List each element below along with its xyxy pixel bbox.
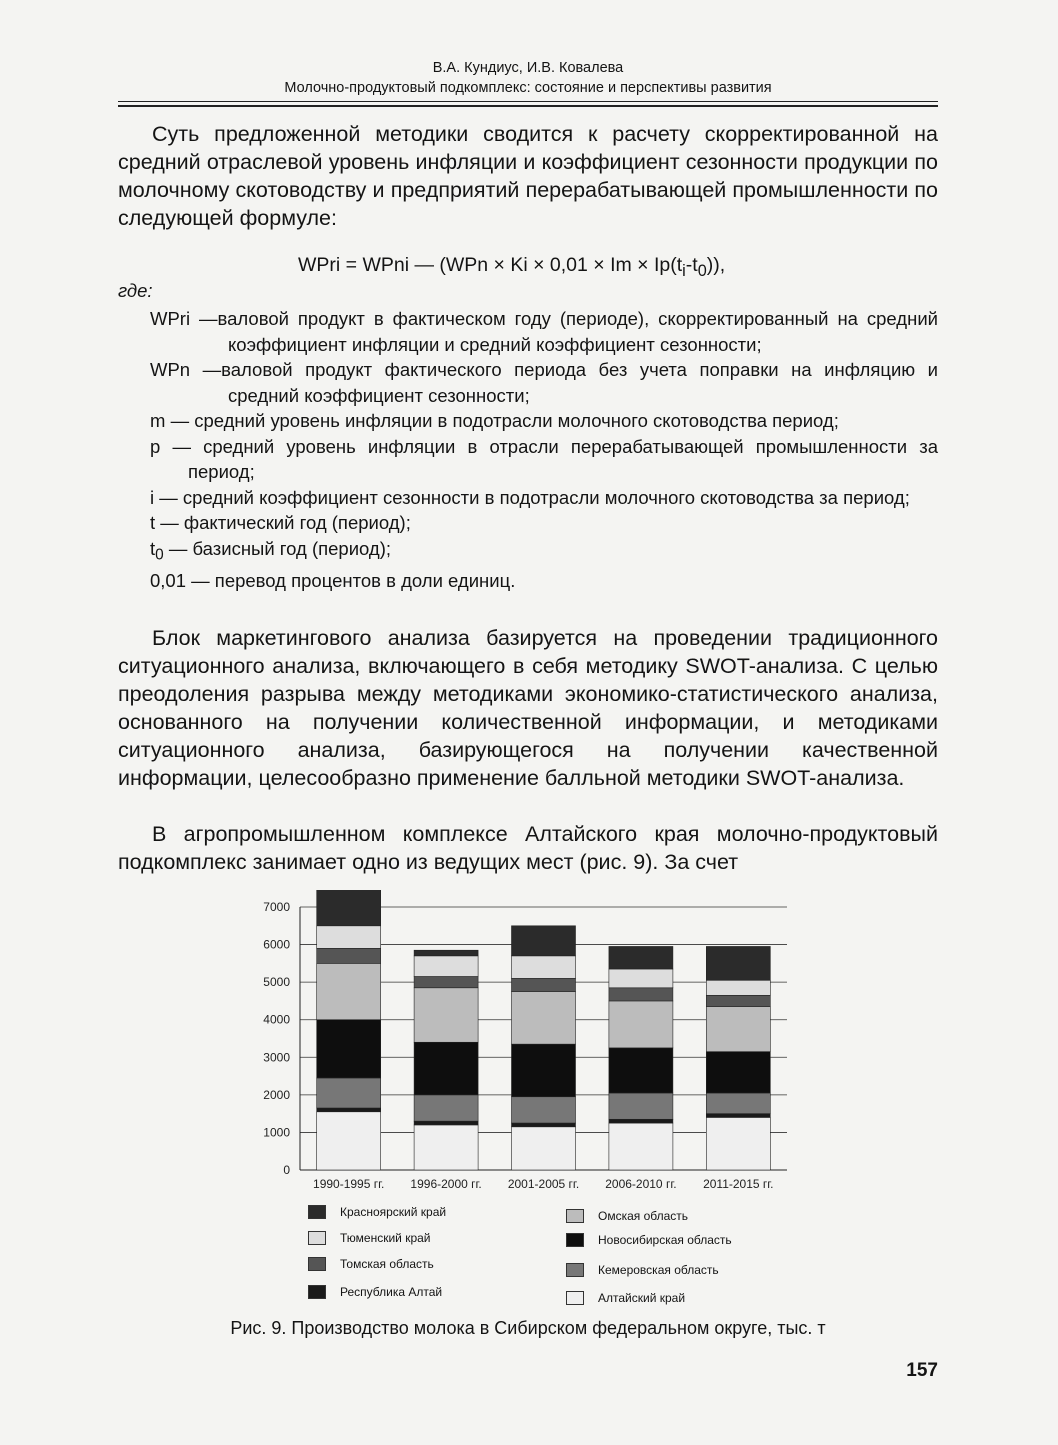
definition-text: — базисный год (период); xyxy=(168,537,392,559)
x-tick-label: 1990-1995 гг. xyxy=(313,1177,385,1191)
y-tick-label: 6000 xyxy=(263,937,290,952)
bar-segment xyxy=(317,1108,381,1112)
bar-segment xyxy=(317,963,381,1019)
bar-segment xyxy=(609,1048,673,1093)
bar-segment xyxy=(317,1020,381,1078)
bar-segment xyxy=(706,946,770,980)
definition-item xyxy=(150,408,938,434)
chart-svg xyxy=(250,890,810,1210)
definitions-list xyxy=(150,306,938,593)
y-tick-label: 3000 xyxy=(263,1050,290,1065)
bar-segment xyxy=(512,1127,576,1170)
paragraph-method: Суть предложенной методики сводится к расчету скорректированной на средний отраслевой уровень инфляции и коэффициент сезонности продукции по молочному скотоводству и предприятий перерабатывающей промышленности по следующей формуле: xyxy=(118,122,938,230)
legend-item xyxy=(566,1209,688,1223)
legend-swatch xyxy=(308,1231,326,1245)
definition-item xyxy=(150,485,938,511)
bar-segment xyxy=(609,1093,673,1119)
definition-term: WPri xyxy=(150,308,191,329)
bar-segment xyxy=(609,1119,673,1123)
header-rule-bottom xyxy=(118,105,938,107)
bar-segment xyxy=(414,988,478,1042)
bar-segment xyxy=(512,978,576,991)
definition-term: t xyxy=(150,537,156,559)
bar-segment xyxy=(414,1125,478,1170)
legend-swatch xyxy=(308,1205,326,1219)
bar-segment xyxy=(414,977,478,988)
definition-term: m xyxy=(150,410,166,431)
milk-production-chart xyxy=(250,890,810,1210)
x-tick-label: 2001-2005 гг. xyxy=(507,1177,580,1191)
legend-item xyxy=(308,1205,446,1219)
legend-swatch xyxy=(308,1285,326,1299)
bar-segment xyxy=(512,926,576,956)
bar-segment xyxy=(414,1042,478,1095)
definition-text: —валовой продукт фактического периода без учета поправки на инфляцию и средний коэффициент сезонности; xyxy=(202,359,939,406)
definition-term: i xyxy=(150,486,155,508)
header-rule-top xyxy=(118,101,938,102)
definition-item xyxy=(150,434,938,485)
legend-label: Кемеровская область xyxy=(598,1263,719,1277)
legend-item xyxy=(566,1263,719,1277)
legend-swatch xyxy=(566,1263,584,1277)
bar-segment xyxy=(609,1123,673,1170)
definition-term-sub: 0 xyxy=(155,546,164,564)
paragraph-marketing: Блок маркетингового анализа базируется на проведении традиционного ситуационного анализа, включающего в себя методику SWOT-анализа. С целью преодоления разрыва между методиками экономико-статистического анализа, основанного на получении количественной информации, и методиками ситуационного анализа, базирующегося на получении качественной информации, целесообразно применение балльной методики SWOT-анализа. xyxy=(118,626,938,790)
bar-segment xyxy=(706,1093,770,1114)
formula-dash: -t xyxy=(685,254,698,276)
formula-prefix: WPri = WPni — (WPn × Ki × 0,01 × Im × Ip(t xyxy=(298,254,683,276)
definition-item xyxy=(150,306,938,357)
bar-segment xyxy=(317,948,381,963)
bar-segment xyxy=(317,1112,381,1170)
bar-segment xyxy=(414,1121,478,1125)
x-tick-label: 1996-2000 гг. xyxy=(410,1177,482,1191)
y-tick-label: 5000 xyxy=(263,975,290,990)
legend-swatch xyxy=(308,1257,326,1271)
bar-segment xyxy=(609,1001,673,1048)
y-tick-label: 4000 xyxy=(263,1012,290,1027)
bar-segment xyxy=(512,1123,576,1127)
y-tick-label: 0 xyxy=(283,1163,290,1177)
y-tick-label: 7000 xyxy=(263,900,290,914)
legend-item xyxy=(566,1291,685,1305)
definition-item xyxy=(150,568,938,594)
bar-segment xyxy=(317,1078,381,1108)
bar-segment xyxy=(609,946,673,969)
header-authors: В.А. Кундиус, И.В. Ковалева xyxy=(432,60,624,76)
legend-swatch xyxy=(566,1209,584,1223)
y-tick-label: 2000 xyxy=(263,1087,290,1102)
bar-segment xyxy=(706,1117,770,1170)
definition-term: t xyxy=(150,512,156,533)
legend-swatch xyxy=(566,1233,584,1247)
bar-segment xyxy=(512,992,576,1045)
legend-label: Алтайский край xyxy=(598,1291,686,1305)
bar-segment xyxy=(609,969,673,988)
bar-segment xyxy=(414,1095,478,1121)
formula-sub-0: 0 xyxy=(697,261,707,280)
legend-item xyxy=(566,1233,732,1247)
legend-label: Томская область xyxy=(340,1257,434,1271)
legend-item xyxy=(308,1285,442,1299)
bar-segment xyxy=(512,1044,576,1097)
formula xyxy=(298,254,725,281)
legend-label: Омская область xyxy=(598,1209,689,1223)
bar-segment xyxy=(414,956,478,977)
bar-segment xyxy=(706,1007,770,1052)
bar-segment xyxy=(706,1052,770,1093)
bar-segment xyxy=(706,1114,770,1118)
running-header xyxy=(118,58,938,98)
y-tick-label: 1000 xyxy=(263,1125,290,1140)
bar-segment xyxy=(512,956,576,979)
definition-term: 0,01 xyxy=(150,569,187,591)
legend-label: Красноярский край xyxy=(340,1205,447,1219)
formula-sub-i: i xyxy=(682,261,686,280)
bar-segment xyxy=(317,890,381,926)
legend-label: Новосибирская область xyxy=(598,1233,732,1247)
x-tick-label: 2011-2015 гг. xyxy=(703,1177,774,1191)
legend-label: Тюменский край xyxy=(340,1231,431,1245)
definition-text: — средний коэффициент сезонности в подотрасли молочного скотоводства за период; xyxy=(159,486,910,508)
definition-text: — перевод процентов в доли единиц. xyxy=(191,569,516,591)
definition-item xyxy=(150,510,938,536)
legend-swatch xyxy=(566,1291,584,1305)
paragraph-agro: В агропромышленном комплексе Алтайского края молочно-продуктовый подкомплекс занимает одно из ведущих мест (рис. 9). За счет xyxy=(118,822,938,874)
definition-text: —валовой продукт в фактическом году (периоде), скорректированный на средний коэффициент инфляции и средний коэффициент сезонности; xyxy=(199,308,938,355)
legend-label: Республика Алтай xyxy=(340,1285,443,1299)
x-tick-label: 2006-2010 гг. xyxy=(605,1177,677,1191)
definition-term: WPn xyxy=(150,359,191,380)
header-subtitle: Молочно-продуктовый подкомплекс: состояние и перспективы развития xyxy=(284,80,772,96)
bar-segment xyxy=(706,980,770,995)
definition-text: — фактический год (период); xyxy=(160,512,411,533)
definition-text: — средний уровень инфляции в отрасли перерабатывающей промышленности за период; xyxy=(172,435,938,482)
definition-text: — средний уровень инфляции в подотрасли молочного скотоводства период; xyxy=(170,410,839,431)
where-label: где: xyxy=(118,280,153,301)
formula-suffix: )), xyxy=(706,254,726,276)
definition-item xyxy=(150,536,938,568)
legend-item xyxy=(308,1257,434,1271)
definition-item xyxy=(150,357,938,408)
bar-segment xyxy=(609,988,673,1001)
legend-item xyxy=(308,1231,431,1245)
bar-segment xyxy=(512,1097,576,1123)
chart-legend xyxy=(308,1205,808,1315)
page-number: 157 xyxy=(906,1360,938,1381)
figure-caption: Рис. 9. Производство молока в Сибирском федеральном округе, тыс. т xyxy=(230,1318,826,1338)
bar-segment xyxy=(414,950,478,956)
bar-segment xyxy=(317,926,381,949)
bar-segment xyxy=(706,995,770,1006)
definition-term: p xyxy=(150,435,161,457)
